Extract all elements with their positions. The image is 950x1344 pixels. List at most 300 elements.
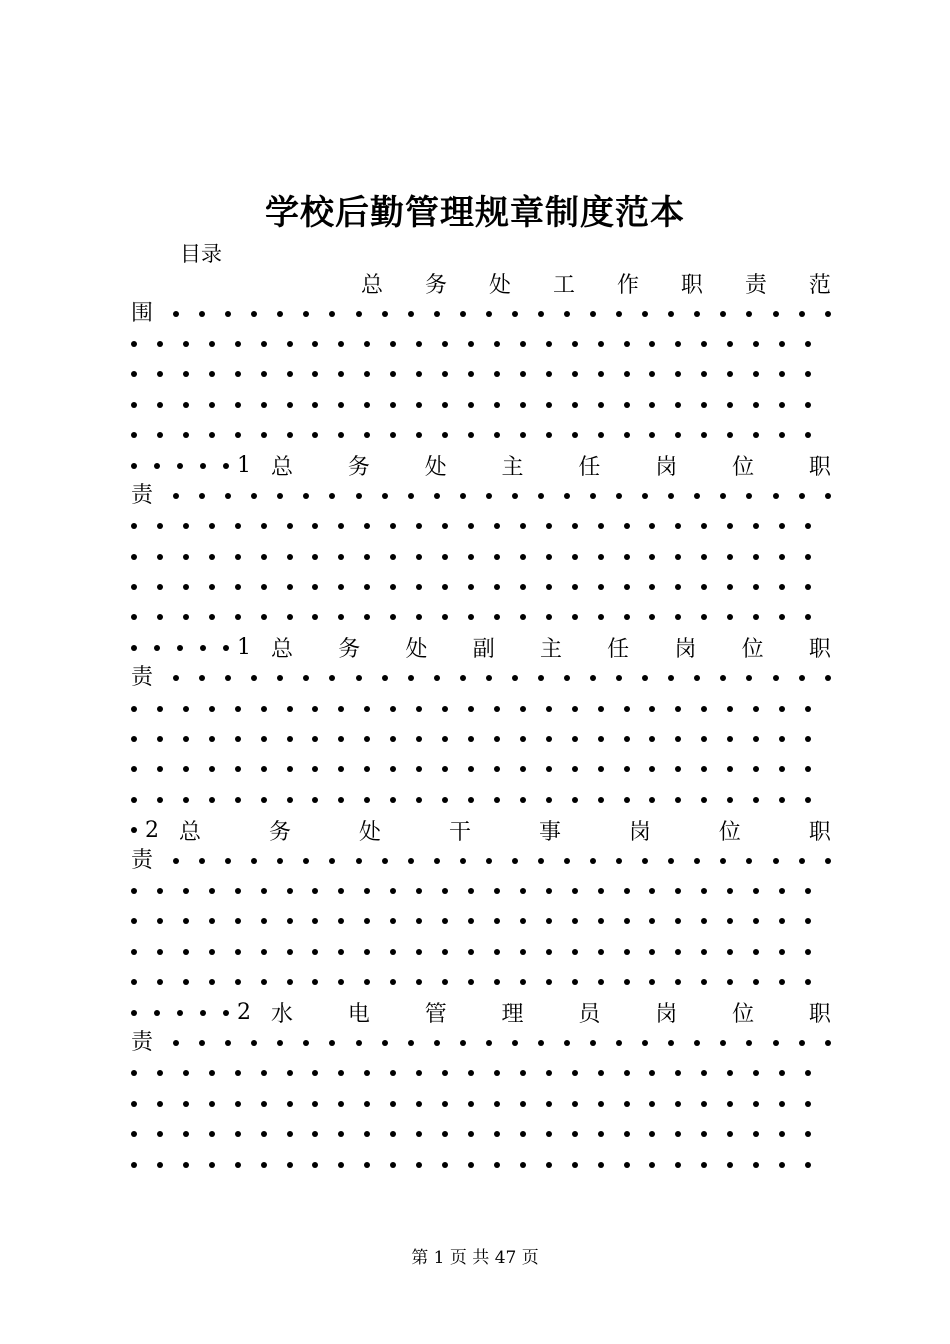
leader-dot xyxy=(546,1070,552,1076)
leader-dot xyxy=(694,493,700,499)
toc-title-char: 主 xyxy=(501,455,524,481)
leader-dot xyxy=(261,523,267,529)
leader-dot xyxy=(773,311,779,317)
leader-dot xyxy=(720,311,726,317)
leader-dot xyxy=(225,858,231,864)
toc-leader-line xyxy=(131,785,811,815)
leader-dot xyxy=(649,918,655,924)
leader-dot xyxy=(805,979,811,985)
leader-dot xyxy=(590,311,596,317)
leader-dot xyxy=(520,584,526,590)
leader-dot xyxy=(494,706,500,712)
leader-dot xyxy=(727,554,733,560)
leader-dot xyxy=(773,858,779,864)
leader-dot xyxy=(694,1040,700,1046)
page-footer: 第 1 页 共 47 页 xyxy=(411,1248,539,1268)
leader-dot xyxy=(312,371,318,377)
leader-dot xyxy=(329,675,335,681)
toc-title-char: 处 xyxy=(488,272,511,298)
leader-dot xyxy=(390,371,396,377)
leader-dot xyxy=(520,432,526,438)
leader-dot xyxy=(546,432,552,438)
leader-dot xyxy=(598,706,604,712)
leader-dot xyxy=(312,766,318,772)
leader-dot xyxy=(598,614,604,620)
leader-dot xyxy=(416,766,422,772)
leader-dot xyxy=(590,493,596,499)
leader-dot xyxy=(131,979,137,985)
leader-dot xyxy=(598,797,604,803)
leader-dot xyxy=(261,1070,267,1076)
toc-entry-heading[interactable] xyxy=(131,450,831,480)
leader-dot xyxy=(442,1101,448,1107)
leader-dot xyxy=(416,432,422,438)
leader-dot xyxy=(694,858,700,864)
toc-entry-heading[interactable] xyxy=(131,633,831,663)
leader-dot xyxy=(701,979,707,985)
leader-dot xyxy=(805,766,811,772)
leader-dot xyxy=(261,554,267,560)
leader-dot xyxy=(598,949,604,955)
leader-dot xyxy=(312,432,318,438)
leader-dot xyxy=(442,554,448,560)
leader-dot xyxy=(157,554,163,560)
leader-dot xyxy=(356,858,362,864)
leader-dot xyxy=(131,584,137,590)
leader-dot xyxy=(546,584,552,590)
leader-dot xyxy=(520,371,526,377)
leader-dot xyxy=(649,371,655,377)
leader-dot xyxy=(209,1070,215,1076)
leader-dot xyxy=(312,706,318,712)
leader-dot xyxy=(209,371,215,377)
leader-dot xyxy=(753,1162,759,1168)
leader-dot xyxy=(442,918,448,924)
toc-entry-wrap-char: 责 xyxy=(131,482,154,508)
leader-dot xyxy=(668,493,674,499)
leader-dot xyxy=(390,1131,396,1137)
leader-dot xyxy=(779,614,785,620)
leader-dot xyxy=(261,918,267,924)
toc-leader-dots xyxy=(131,1010,229,1016)
leader-dot xyxy=(624,371,630,377)
toc-title-char: 责 xyxy=(744,272,767,298)
leader-dot xyxy=(701,341,707,347)
leader-dot xyxy=(520,949,526,955)
leader-dot xyxy=(364,341,370,347)
leader-dot xyxy=(675,736,681,742)
leader-dot xyxy=(616,858,622,864)
leader-dot xyxy=(779,1162,785,1168)
leader-dot xyxy=(546,1162,552,1168)
leader-dot xyxy=(183,1162,189,1168)
leader-dot xyxy=(520,1131,526,1137)
leader-dot xyxy=(598,341,604,347)
leader-dot xyxy=(131,554,137,560)
leader-dot xyxy=(199,1040,205,1046)
toc-leader-line xyxy=(131,542,811,572)
leader-dot xyxy=(649,797,655,803)
leader-dot xyxy=(338,341,344,347)
leader-dot xyxy=(131,1131,137,1137)
leader-dot xyxy=(825,1040,831,1046)
leader-dot xyxy=(468,614,474,620)
leader-dot xyxy=(572,949,578,955)
leader-dot xyxy=(598,402,604,408)
toc-leader-dots xyxy=(131,827,137,833)
leader-dot xyxy=(251,858,257,864)
leader-dot xyxy=(746,311,752,317)
leader-dot xyxy=(753,1101,759,1107)
leader-dot xyxy=(312,523,318,529)
leader-dot xyxy=(779,584,785,590)
toc-title-char: 管 xyxy=(424,1002,447,1028)
leader-dot xyxy=(616,675,622,681)
leader-dot xyxy=(416,341,422,347)
leader-dot xyxy=(694,311,700,317)
leader-dot xyxy=(649,736,655,742)
toc-entry-title xyxy=(271,997,831,1028)
leader-dot xyxy=(753,949,759,955)
leader-dot xyxy=(825,493,831,499)
leader-dot xyxy=(338,1131,344,1137)
leader-dot xyxy=(312,402,318,408)
leader-dot xyxy=(649,402,655,408)
leader-dot xyxy=(546,736,552,742)
leader-dot xyxy=(382,858,388,864)
leader-dot xyxy=(779,371,785,377)
leader-dot xyxy=(675,979,681,985)
leader-dot xyxy=(251,493,257,499)
toc-entry-wrap-char: 责 xyxy=(131,1029,154,1055)
leader-dot xyxy=(131,766,137,772)
leader-dot xyxy=(460,493,466,499)
leader-dot xyxy=(303,493,309,499)
leader-dot xyxy=(753,614,759,620)
leader-dot xyxy=(779,1070,785,1076)
leader-dot xyxy=(209,1162,215,1168)
leader-dot xyxy=(546,1131,552,1137)
leader-dot xyxy=(131,341,137,347)
leader-dot xyxy=(520,554,526,560)
leader-dot xyxy=(251,311,257,317)
leader-dot xyxy=(157,706,163,712)
toc-title-char: 总 xyxy=(271,637,294,663)
leader-dot xyxy=(442,402,448,408)
leader-dot xyxy=(649,979,655,985)
leader-dot xyxy=(416,614,422,620)
leader-dot xyxy=(235,918,241,924)
leader-dot xyxy=(649,1101,655,1107)
leader-dot xyxy=(572,979,578,985)
leader-dot xyxy=(624,614,630,620)
leader-dot xyxy=(209,797,215,803)
toc-title-char: 位 xyxy=(718,819,741,845)
leader-dot xyxy=(329,493,335,499)
toc-title-char: 岗 xyxy=(628,819,651,845)
leader-dot xyxy=(390,1070,396,1076)
leader-dot xyxy=(131,1070,137,1076)
leader-dot xyxy=(261,1162,267,1168)
leader-dot xyxy=(329,858,335,864)
leader-dot xyxy=(538,1040,544,1046)
leader-dot xyxy=(287,797,293,803)
leader-dot xyxy=(442,706,448,712)
leader-dot xyxy=(494,949,500,955)
toc-title-char: 处 xyxy=(424,455,447,481)
leader-dot xyxy=(312,888,318,894)
leader-dot xyxy=(287,1101,293,1107)
leader-dot xyxy=(572,371,578,377)
leader-dot xyxy=(572,1070,578,1076)
leader-dot xyxy=(649,1162,655,1168)
leader-dot xyxy=(520,888,526,894)
leader-dot xyxy=(773,675,779,681)
leader-dot xyxy=(416,1101,422,1107)
leader-dot xyxy=(494,554,500,560)
leader-dot xyxy=(805,614,811,620)
toc-leader-line xyxy=(131,1058,811,1088)
leader-dot xyxy=(364,432,370,438)
leader-dot xyxy=(805,1070,811,1076)
leader-dot xyxy=(572,614,578,620)
leader-dot xyxy=(805,432,811,438)
leader-dot xyxy=(209,341,215,347)
leader-dot xyxy=(701,949,707,955)
leader-dot xyxy=(598,1070,604,1076)
leader-dot xyxy=(468,584,474,590)
leader-dot xyxy=(131,614,137,620)
leader-dot xyxy=(416,736,422,742)
leader-dot xyxy=(442,341,448,347)
leader-dot xyxy=(564,858,570,864)
leader-dot xyxy=(494,341,500,347)
leader-dot xyxy=(157,402,163,408)
leader-dot xyxy=(390,341,396,347)
leader-dot xyxy=(675,949,681,955)
leader-dot xyxy=(416,706,422,712)
leader-dot xyxy=(416,1162,422,1168)
leader-dot xyxy=(675,1070,681,1076)
leader-dot xyxy=(235,736,241,742)
leader-dot xyxy=(364,918,370,924)
leader-dot xyxy=(624,736,630,742)
leader-dot xyxy=(442,736,448,742)
toc-entry-title xyxy=(179,815,831,846)
leader-dot xyxy=(251,1040,257,1046)
leader-dot xyxy=(157,797,163,803)
leader-dot xyxy=(338,432,344,438)
toc-title-char: 作 xyxy=(616,272,639,298)
leader-dot xyxy=(546,918,552,924)
leader-dot xyxy=(520,766,526,772)
leader-dot xyxy=(209,584,215,590)
leader-dot xyxy=(442,1162,448,1168)
leader-dot xyxy=(598,1131,604,1137)
leader-dot xyxy=(408,311,414,317)
leader-dot xyxy=(520,614,526,620)
leader-dot xyxy=(468,432,474,438)
leader-dot xyxy=(199,493,205,499)
leader-dot xyxy=(494,1131,500,1137)
leader-dot xyxy=(572,554,578,560)
leader-dot xyxy=(131,432,137,438)
leader-dot xyxy=(727,736,733,742)
toc-title-char: 总 xyxy=(271,455,294,481)
leader-dot xyxy=(753,979,759,985)
toc-title-char: 任 xyxy=(607,637,630,663)
leader-dot xyxy=(442,979,448,985)
leader-dot xyxy=(486,1040,492,1046)
leader-dot xyxy=(338,554,344,560)
leader-dot xyxy=(225,1040,231,1046)
toc-title-char: 职 xyxy=(808,637,831,663)
leader-dot xyxy=(287,1162,293,1168)
leader-dot xyxy=(616,1040,622,1046)
leader-dot xyxy=(157,584,163,590)
leader-dot xyxy=(779,979,785,985)
leader-dot xyxy=(701,523,707,529)
toc-leader-line xyxy=(131,724,811,754)
leader-dot xyxy=(805,402,811,408)
toc-entry-heading[interactable] xyxy=(131,997,831,1027)
leader-dot xyxy=(235,371,241,377)
leader-dot xyxy=(131,797,137,803)
leader-dot xyxy=(303,675,309,681)
toc-leader-line xyxy=(131,754,811,784)
leader-dot xyxy=(512,675,518,681)
leader-dot xyxy=(701,706,707,712)
leader-dot xyxy=(442,949,448,955)
leader-dot xyxy=(235,888,241,894)
leader-dot xyxy=(624,432,630,438)
leader-dot xyxy=(799,493,805,499)
leader-dot xyxy=(364,1070,370,1076)
leader-dot xyxy=(468,1070,474,1076)
leader-dot xyxy=(598,979,604,985)
leader-dot xyxy=(675,614,681,620)
leader-dot xyxy=(183,341,189,347)
leader-dot xyxy=(468,918,474,924)
leader-dot xyxy=(675,554,681,560)
toc-wrap-line xyxy=(131,481,831,511)
toc-wrap-line xyxy=(131,663,831,693)
leader-dot xyxy=(416,797,422,803)
toc-entry-heading[interactable] xyxy=(131,268,831,298)
leader-dot xyxy=(520,1070,526,1076)
leader-dot xyxy=(434,493,440,499)
leader-dot xyxy=(590,1040,596,1046)
leader-dot xyxy=(287,918,293,924)
leader-dot xyxy=(338,918,344,924)
leader-dot xyxy=(261,371,267,377)
leader-dot xyxy=(157,766,163,772)
toc-title-char: 工 xyxy=(552,272,575,298)
leader-dot xyxy=(753,341,759,347)
leader-dot xyxy=(209,888,215,894)
leader-dot xyxy=(520,979,526,985)
leader-dot xyxy=(494,766,500,772)
leader-dot xyxy=(649,949,655,955)
toc-wrap-line xyxy=(131,298,831,328)
leader-dot xyxy=(235,614,241,620)
leader-dot xyxy=(598,554,604,560)
toc-entry-heading[interactable] xyxy=(131,815,831,845)
leader-dot xyxy=(209,706,215,712)
toc-page-number: 1 xyxy=(237,635,251,661)
leader-dot xyxy=(460,1040,466,1046)
leader-dot xyxy=(183,736,189,742)
leader-dot xyxy=(364,402,370,408)
leader-dot xyxy=(312,614,318,620)
leader-dot xyxy=(157,1131,163,1137)
leader-dot xyxy=(727,979,733,985)
document-title: 学校后勤管理规章制度范本 xyxy=(265,193,685,233)
leader-dot xyxy=(727,614,733,620)
leader-dot xyxy=(157,341,163,347)
leader-dot xyxy=(753,432,759,438)
leader-dot xyxy=(649,766,655,772)
leader-dot xyxy=(312,554,318,560)
leader-dot xyxy=(312,1101,318,1107)
leader-dot xyxy=(442,371,448,377)
leader-dot xyxy=(727,1131,733,1137)
toc-title-char: 岗 xyxy=(655,455,678,481)
leader-dot xyxy=(572,766,578,772)
leader-dot xyxy=(649,614,655,620)
leader-dot xyxy=(382,493,388,499)
leader-dot xyxy=(416,1131,422,1137)
leader-dot xyxy=(235,706,241,712)
toc-page-number: 2 xyxy=(237,1000,251,1026)
leader-dot xyxy=(805,1101,811,1107)
leader-dot xyxy=(303,858,309,864)
leader-dot xyxy=(468,766,474,772)
leader-dot xyxy=(416,584,422,590)
leader-dot xyxy=(209,614,215,620)
leader-dot xyxy=(416,523,422,529)
leader-dot xyxy=(546,402,552,408)
toc-leader-line xyxy=(131,511,811,541)
leader-dot xyxy=(598,584,604,590)
leader-dot xyxy=(701,402,707,408)
leader-dot xyxy=(727,371,733,377)
leader-dot xyxy=(520,736,526,742)
leader-dot xyxy=(520,402,526,408)
leader-dot xyxy=(390,797,396,803)
leader-dot xyxy=(225,493,231,499)
leader-dot xyxy=(338,371,344,377)
leader-dot xyxy=(364,1162,370,1168)
leader-dot xyxy=(649,432,655,438)
toc-leader-line xyxy=(131,359,811,389)
leader-dot xyxy=(675,918,681,924)
toc-page-number: 1 xyxy=(237,453,251,479)
leader-dot xyxy=(727,1070,733,1076)
leader-dot xyxy=(183,584,189,590)
leader-dot xyxy=(538,311,544,317)
leader-dot xyxy=(338,797,344,803)
leader-dot xyxy=(177,645,183,651)
leader-dot xyxy=(277,858,283,864)
leader-dot xyxy=(799,858,805,864)
leader-dot xyxy=(312,584,318,590)
leader-dot xyxy=(805,797,811,803)
leader-dot xyxy=(805,1162,811,1168)
leader-dot xyxy=(727,918,733,924)
toc-title-char: 位 xyxy=(732,455,755,481)
leader-dot xyxy=(468,523,474,529)
